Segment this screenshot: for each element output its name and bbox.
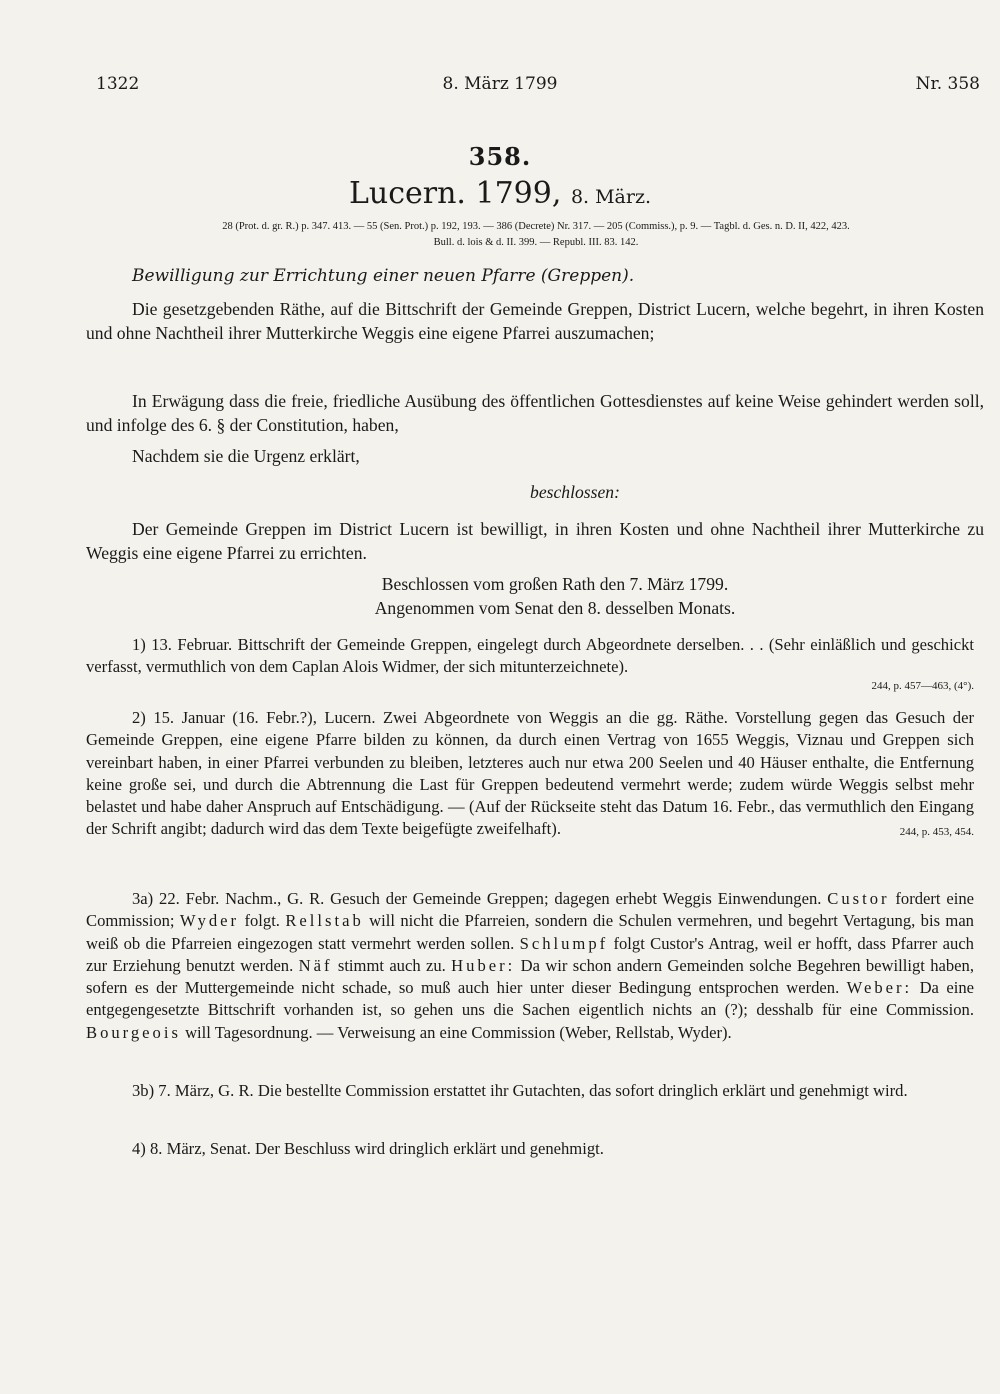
paragraph-1: Die gesetzgebenden Räthe, auf die Bittschrift der Gemeinde Greppen, District Lucern, welche begehrt, in ihren Kosten und ohne Nachtheil ihrer Mutterkirche Weggis eine eigene Pfarrei auszumachen; [86,299,984,343]
document-title [0,176,1000,211]
paragraph-2: In Erwägung dass die freie, friedliche Ausübung des öffentlichen Gottesdienstes auf keine Weise gehindert werden soll, und infolge des 6. § der Constitution, haben, [86,391,984,435]
note-3a [86,888,974,1044]
note-3a-text-f: stimmt auch zu. [337,955,446,975]
page-number: 1322 [96,74,140,94]
note-3b: 3b) 7. März, G. R. Die bestellte Commission erstattet ihr Gutachten, das sofort dringlich erklärt und genehmigt wird. [132,1081,908,1100]
resolution-word: beschlossen: [530,482,620,502]
speaker-wyder: Wyder [179,911,240,931]
closing-line-1: Beschlossen vom großen Rath den 7. März 1799. [381,574,729,594]
note-1 [86,634,974,693]
source-references [100,219,972,251]
title-date: 8. März. [570,186,652,208]
note-3a-text-e: folgt Custor's Antrag, weil er hofft, dass Pfarrer auch zur Erziehung benutzt werden. [86,933,974,975]
note-2-citation: 244, p. 453, 454. [899,826,974,839]
closing-line-2: Angenommen vom Senat den 8. desselben Monats. [374,598,736,618]
running-doc-number: Nr. 358 [915,74,980,94]
speaker-naef: Näf [298,955,333,975]
note-1-citation: 244, p. 457—463, (4°). [871,679,974,692]
note-3a-text-d: will nicht die Pfarreien, sondern die Schulen vermehren, und begehrt Vertagung, bis man weiß ob die Pfarreien eingezogen statt vermehrt werden sollen. [86,911,974,953]
speaker-weber: Weber: [846,978,913,998]
speaker-huber: Huber: [451,955,516,975]
note-3a-text-h: Da eine entgegengesetzte Bittschrift vorhanden ist, so gehen uns die Sachen eigentlich nichts an (?); desshalb für eine Commission. [86,978,974,1020]
document-heading: Bewilligung zur Errichtung einer neuen Pfarre (Greppen). [132,266,635,286]
speaker-schlumpf: Schlumpf [519,933,609,953]
paragraph-3: Nachdem sie die Urgenz erklärt, [132,446,360,466]
note-3a-text-g: Da wir schon andern Gemeinden solche Begehren bewilligt haben, sofern es der Muttergemeinde nicht schade, so muß auch hier unter dieser Bedingung entsprochen werden. [86,955,974,998]
refs-line-2: Bull. d. lois & d. II. 399. — Republ. III. 83. 142. [433,237,639,248]
note-3a-text-b: fordert eine Commission; [86,889,974,931]
speaker-rellstab: Rellstab [285,911,364,931]
note-3a-text-a: 3a) 22. Febr. Nachm., G. R. Gesuch der Gemeinde Greppen; dagegen erhebt Weggis Einwendungen. [132,889,822,908]
running-date: 8. März 1799 [442,74,558,94]
speaker-custor: Custor [827,889,890,908]
note-2 [86,707,974,844]
note-2-text: 2) 15. Januar (16. Febr.?), Lucern. Zwei Abgeordnete von Weggis an die gg. Räthe. Vorstellung gegen das Gesuch der Gemeinde Greppen, eine eigene Pfarre bilden zu können, da durch einen Vertrag von 1655 Weggis, Viznau und Greppen sich vereinbart haben, in einer Pfarrei verbunden zu bleiben, letzteres auch nur etwa 200 Seelen und 40 Häuser enthalte, die Entfernung keine große sei, und durch die Abtrennung die Last für Greppen bedeutend vermehrt werde; zudem würde Weggis selbst mehr belastet und habe daher Anspruch auf Entschädigung. — (Auf der Rückseite steht das Datum 16. Febr., das vermuthlich den Eingang der Schrift angibt; dadurch wird das dem Texte beigefügte zweifelhaft). [86,708,974,839]
note-4: 4) 8. März, Senat. Der Beschluss wird dringlich erklärt und genehmigt. [132,1139,604,1158]
refs-line-1: 28 (Prot. d. gr. R.) p. 347. 413. — 55 (Sen. Prot.) p. 192, 193. — 386 (Decrete) Nr. 317. — 205 (Commiss.), p. 9. — Tagbl. d. Ges. n. D. II, 422, 423. [222,221,850,232]
document-number: 358. [468,142,532,171]
paragraph-4: Der Gemeinde Greppen im District Lucern ist bewilligt, in ihren Kosten und ohne Nachtheil ihrer Mutterkirche zu Weggis eine eigene Pfarrei zu errichten. [86,519,984,563]
note-1-text: 1) 13. Februar. Bittschrift der Gemeinde Greppen, eingelegt durch Abgeordnete derselben. . . (Sehr einläßlich und geschickt verfasst, vermuthlich von dem Caplan Alois Widmer, der sich mitunterzeichnete). [86,635,974,677]
speaker-bourgeois: Bourgeois [86,1022,181,1042]
note-3a-text-c: folgt. [244,911,280,931]
title-place-year: Lucern. 1799, [348,176,562,211]
note-3a-text-i: will Tagesordnung. — Verweisung an eine Commission (Weber, Rellstab, Wyder). [185,1022,732,1042]
